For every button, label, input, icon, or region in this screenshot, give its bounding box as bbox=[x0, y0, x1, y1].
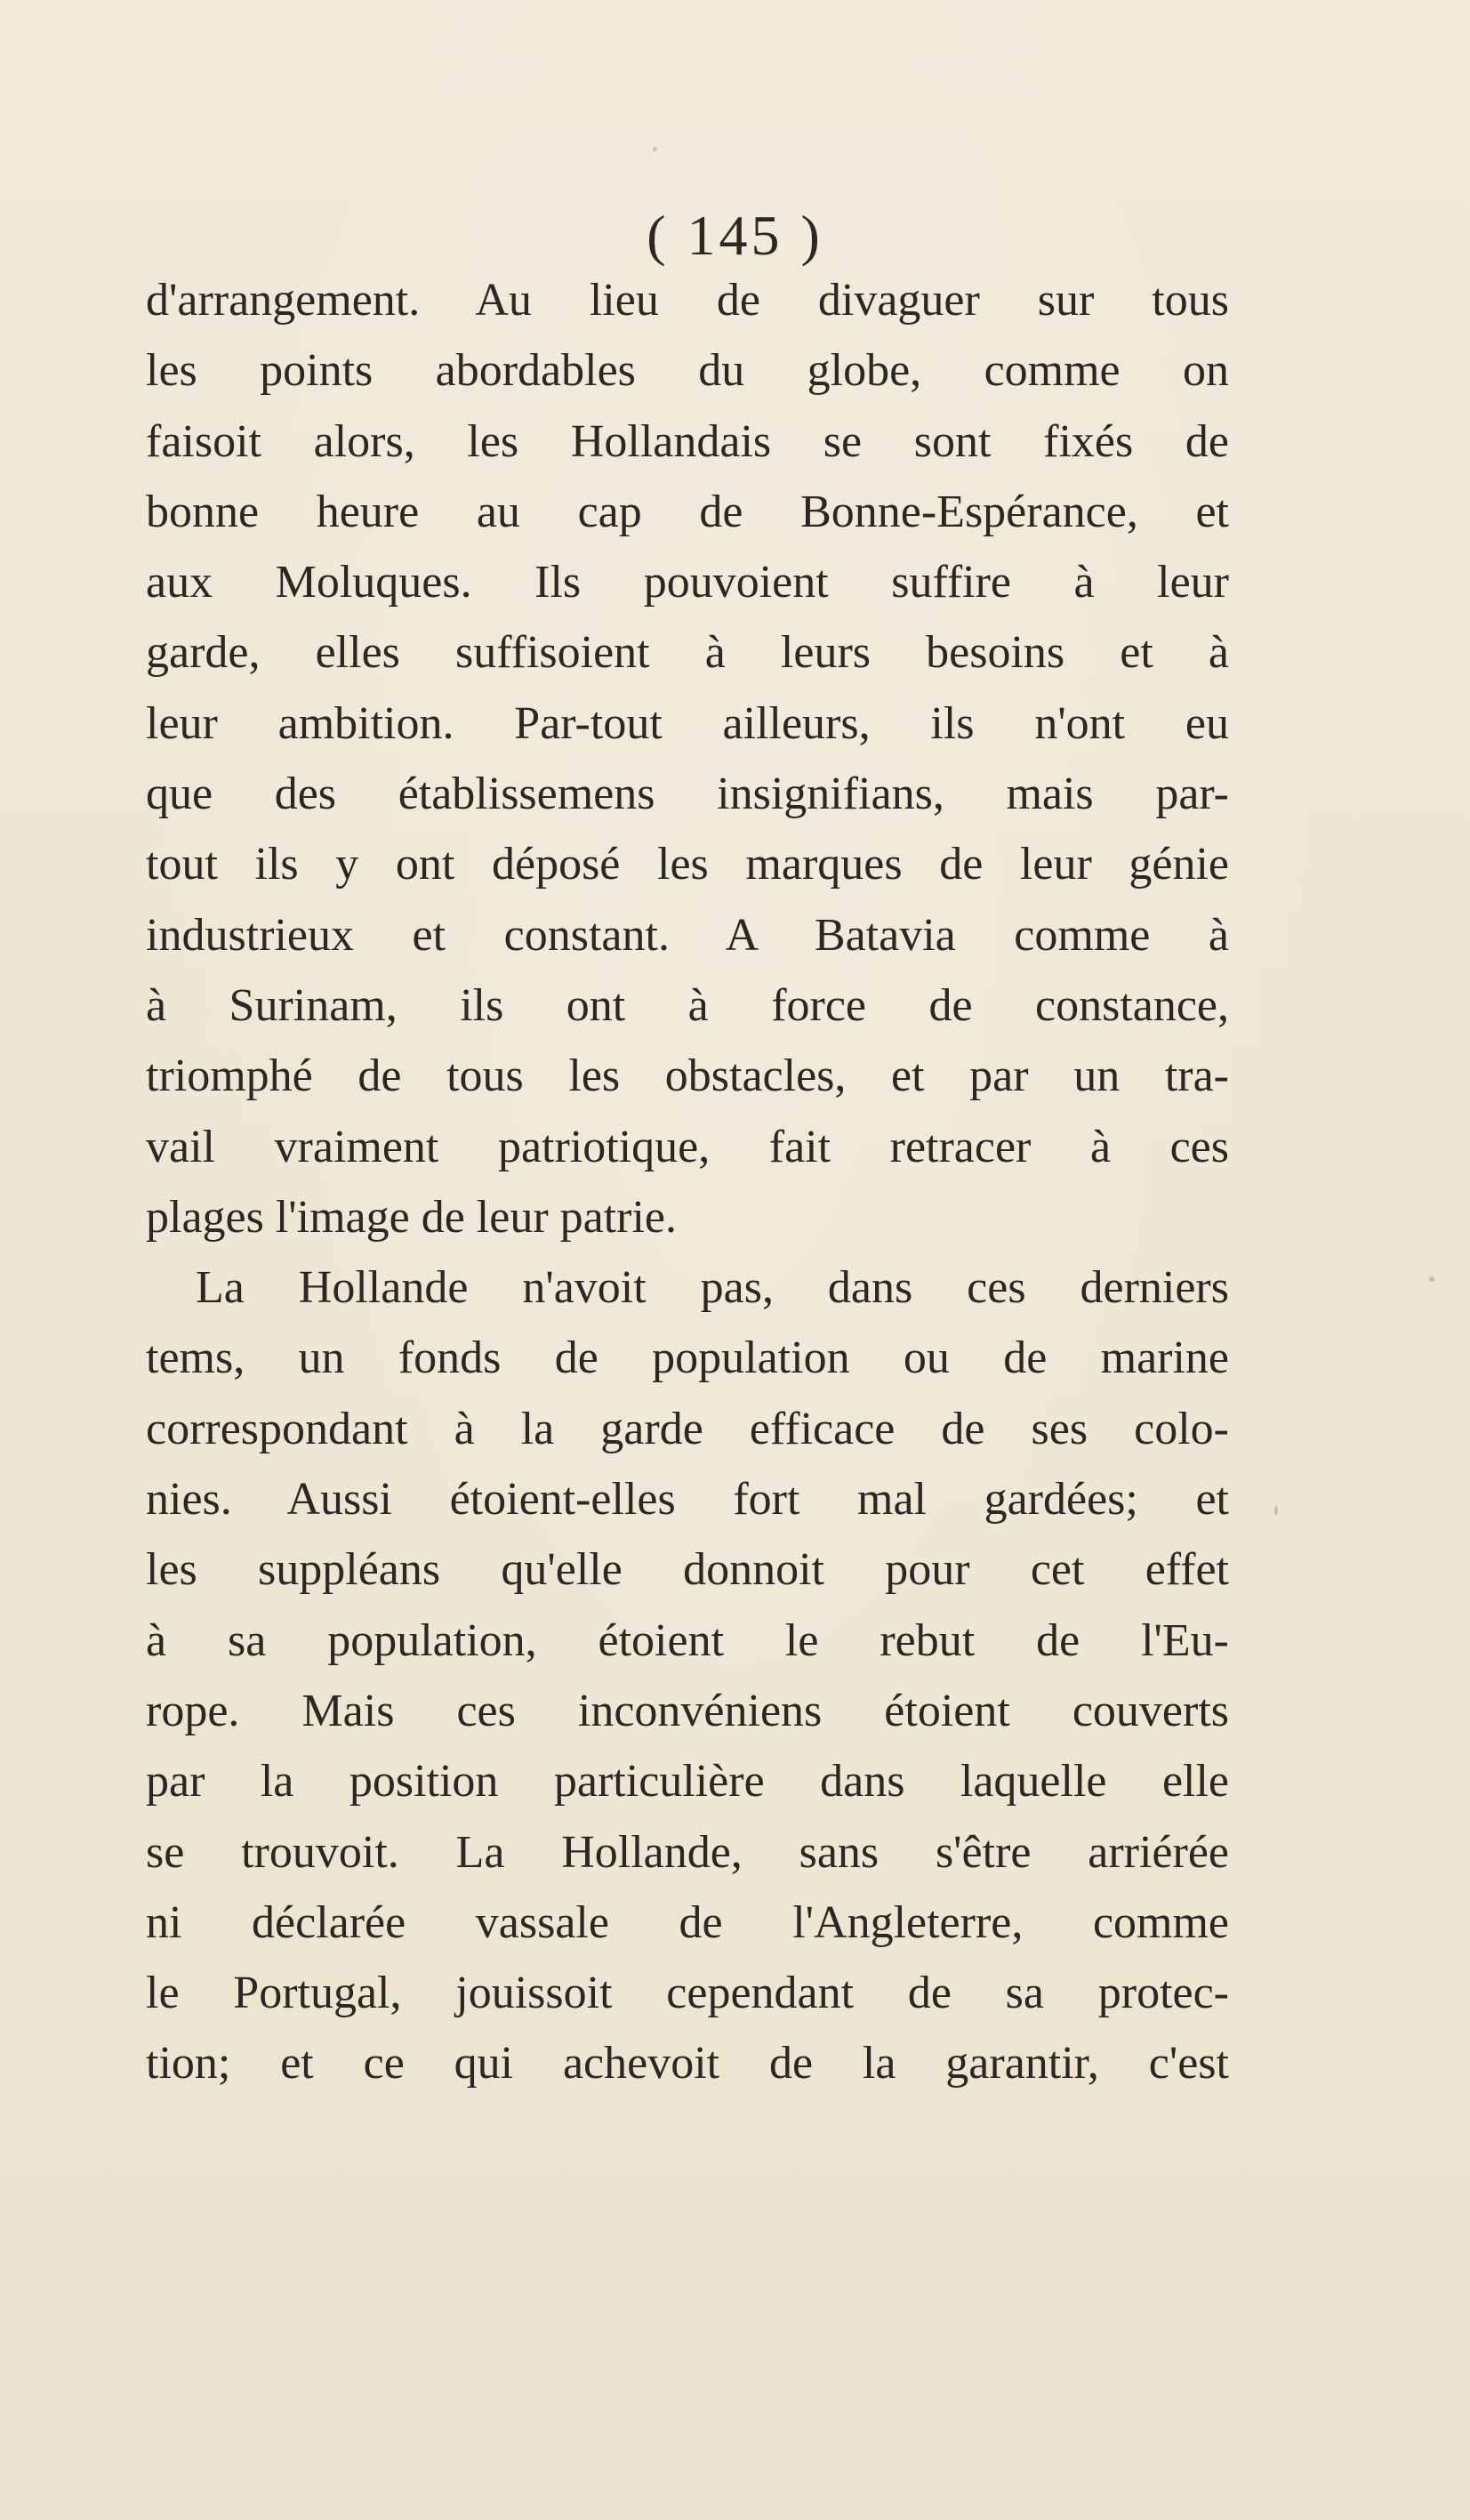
text-line-paragraph-end: plages l'image de leur patrie. bbox=[146, 1191, 678, 1243]
page-number: ( 145 ) bbox=[647, 204, 823, 267]
text-line: se trouvoit. La Hollande, sans s'être arriérée bbox=[146, 1826, 1229, 1878]
paper-speck bbox=[1429, 1276, 1434, 1282]
text-line: tion; et ce qui achevoit de la garantir, c'est bbox=[146, 2038, 1229, 2089]
text-line: les points abordables du globe, comme on bbox=[146, 345, 1229, 397]
text-line: par la position particulière dans laquelle elle bbox=[146, 1756, 1229, 1807]
text-line: faisoit alors, les Hollandais se sont fixés de bbox=[146, 415, 1229, 467]
text-line: bonne heure au cap de Bonne-Espérance, et bbox=[146, 486, 1229, 537]
paper-speck bbox=[1274, 1506, 1278, 1515]
text-line: ni déclarée vassale de l'Angleterre, comme bbox=[146, 1896, 1229, 1948]
text-line: à Surinam, ils ont à force de constance, bbox=[146, 979, 1229, 1031]
text-line: à sa population, étoient le rebut de l'Eu- bbox=[146, 1614, 1229, 1666]
text-line: triomphé de tous les obstacles, et par un tra- bbox=[146, 1051, 1229, 1102]
text-line: garde, elles suffisoient à leurs besoins et à bbox=[146, 627, 1229, 679]
text-line: que des établissemens insignifians, mais par- bbox=[146, 769, 1229, 820]
paper-speck bbox=[653, 147, 657, 151]
text-line: nies. Aussi étoient-elles fort mal gardées; et bbox=[146, 1474, 1229, 1526]
text-line: correspondant à la garde efficace de ses colo- bbox=[146, 1403, 1229, 1454]
text-line: rope. Mais ces inconvéniens étoient couverts bbox=[146, 1685, 1229, 1736]
text-line-paragraph-start: La Hollande n'avoit pas, dans ces derniers bbox=[196, 1262, 1229, 1314]
text-line: industrieux et constant. A Batavia comme à bbox=[146, 909, 1229, 961]
text-line: leur ambition. Par-tout ailleurs, ils n'ont eu bbox=[146, 697, 1229, 749]
text-line: les suppléans qu'elle donnoit pour cet effet bbox=[146, 1544, 1229, 1596]
text-line: tems, un fonds de population ou de marine bbox=[146, 1332, 1229, 1384]
text-line: tout ils y ont déposé les marques de leur génie bbox=[146, 839, 1229, 890]
text-line: aux Moluques. Ils pouvoient suffire à leur bbox=[146, 557, 1229, 608]
text-line: vail vraiment patriotique, fait retracer à ces bbox=[146, 1121, 1229, 1172]
body-text bbox=[146, 265, 1229, 2099]
text-line: d'arrangement. Au lieu de divaguer sur tous bbox=[146, 275, 1229, 326]
text-line: le Portugal, jouissoit cependant de sa protec- bbox=[146, 1968, 1229, 2019]
